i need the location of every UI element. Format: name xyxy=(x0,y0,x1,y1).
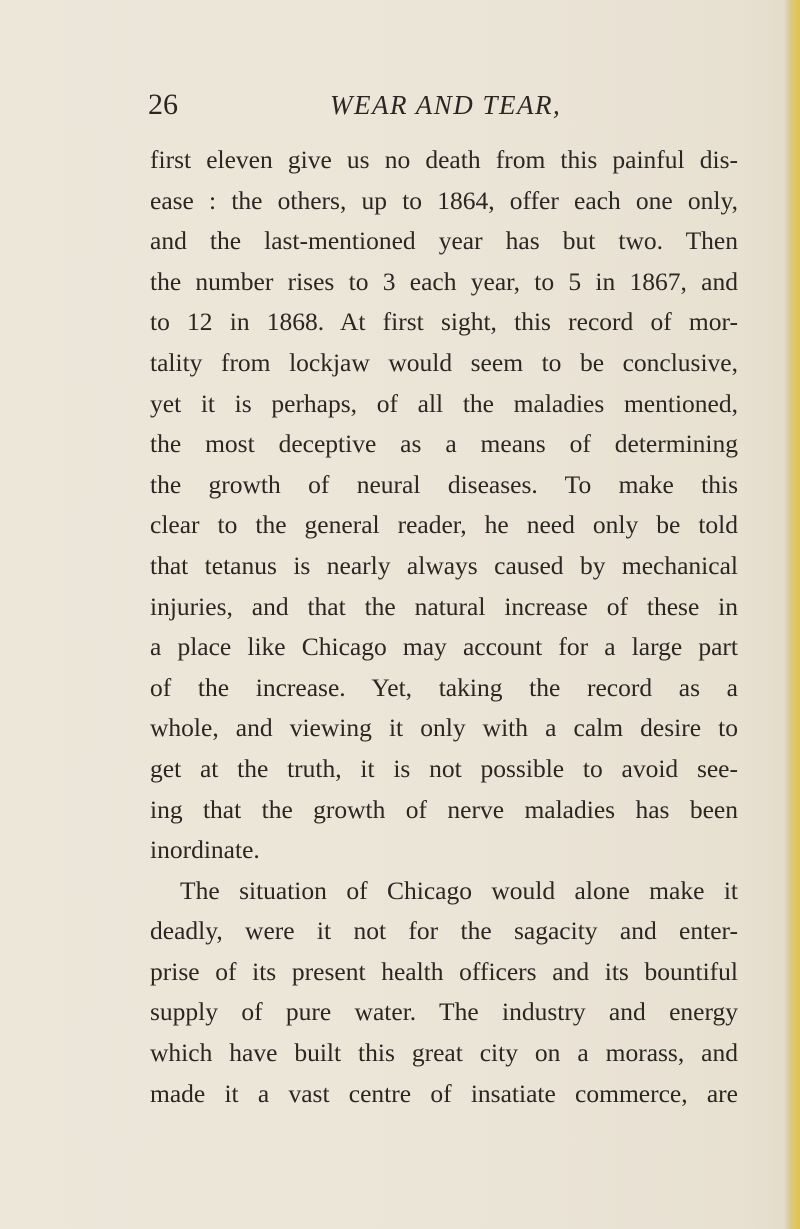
text-line: of the increase. Yet, taking the record as a xyxy=(150,672,738,702)
text-line: prise of its present health officers and its bountiful xyxy=(150,956,738,986)
text-line: supply of pure water. The industry and energy xyxy=(150,997,738,1027)
page-number: 26 xyxy=(148,88,178,121)
page-edge xyxy=(784,0,800,1229)
text-line: a place like Chicago may account for a large part xyxy=(150,632,738,662)
text-line: that tetanus is nearly always caused by mechanical xyxy=(150,550,738,580)
text-line: first eleven give us no death from this painful dis- xyxy=(150,145,738,174)
text-line: the most deceptive as a means of determining xyxy=(150,429,738,459)
body-text xyxy=(150,140,738,1114)
text-line: the number rises to 3 each year, to 5 in 1867, and xyxy=(150,266,738,296)
text-line: injuries, and that the natural increase of these in xyxy=(150,591,738,621)
text-line: the growth of neural diseases. To make this xyxy=(150,469,738,499)
page-header xyxy=(148,88,708,122)
text-line: clear to the general reader, he need only be told xyxy=(150,510,738,540)
text-line: which have built this great city on a morass, and xyxy=(150,1038,738,1068)
text-line: tality from lockjaw would seem to be conclusive, xyxy=(150,347,738,377)
running-head: WEAR AND TEAR, xyxy=(330,90,562,120)
text-line: ease : the others, up to 1864, offer each one only, xyxy=(150,185,738,215)
text-line: and the last-mentioned year has but two. Then xyxy=(150,226,738,256)
text-line: made it a vast centre of insatiate commerce, are xyxy=(150,1078,738,1108)
text-line-paragraph-start: The situation of Chicago would alone make it xyxy=(180,875,738,905)
text-line: deadly, were it not for the sagacity and enter- xyxy=(150,916,738,946)
text-line: to 12 in 1868. At first sight, this record of mor- xyxy=(150,307,738,337)
text-line: whole, and viewing it only with a calm desire to xyxy=(150,713,738,743)
text-line: ing that the growth of nerve maladies has been xyxy=(150,794,738,824)
text-line: yet it is perhaps, of all the maladies mentioned, xyxy=(150,388,738,418)
text-line-paragraph-end: inordinate. xyxy=(150,835,260,865)
text-line: get at the truth, it is not possible to avoid see- xyxy=(150,753,738,783)
